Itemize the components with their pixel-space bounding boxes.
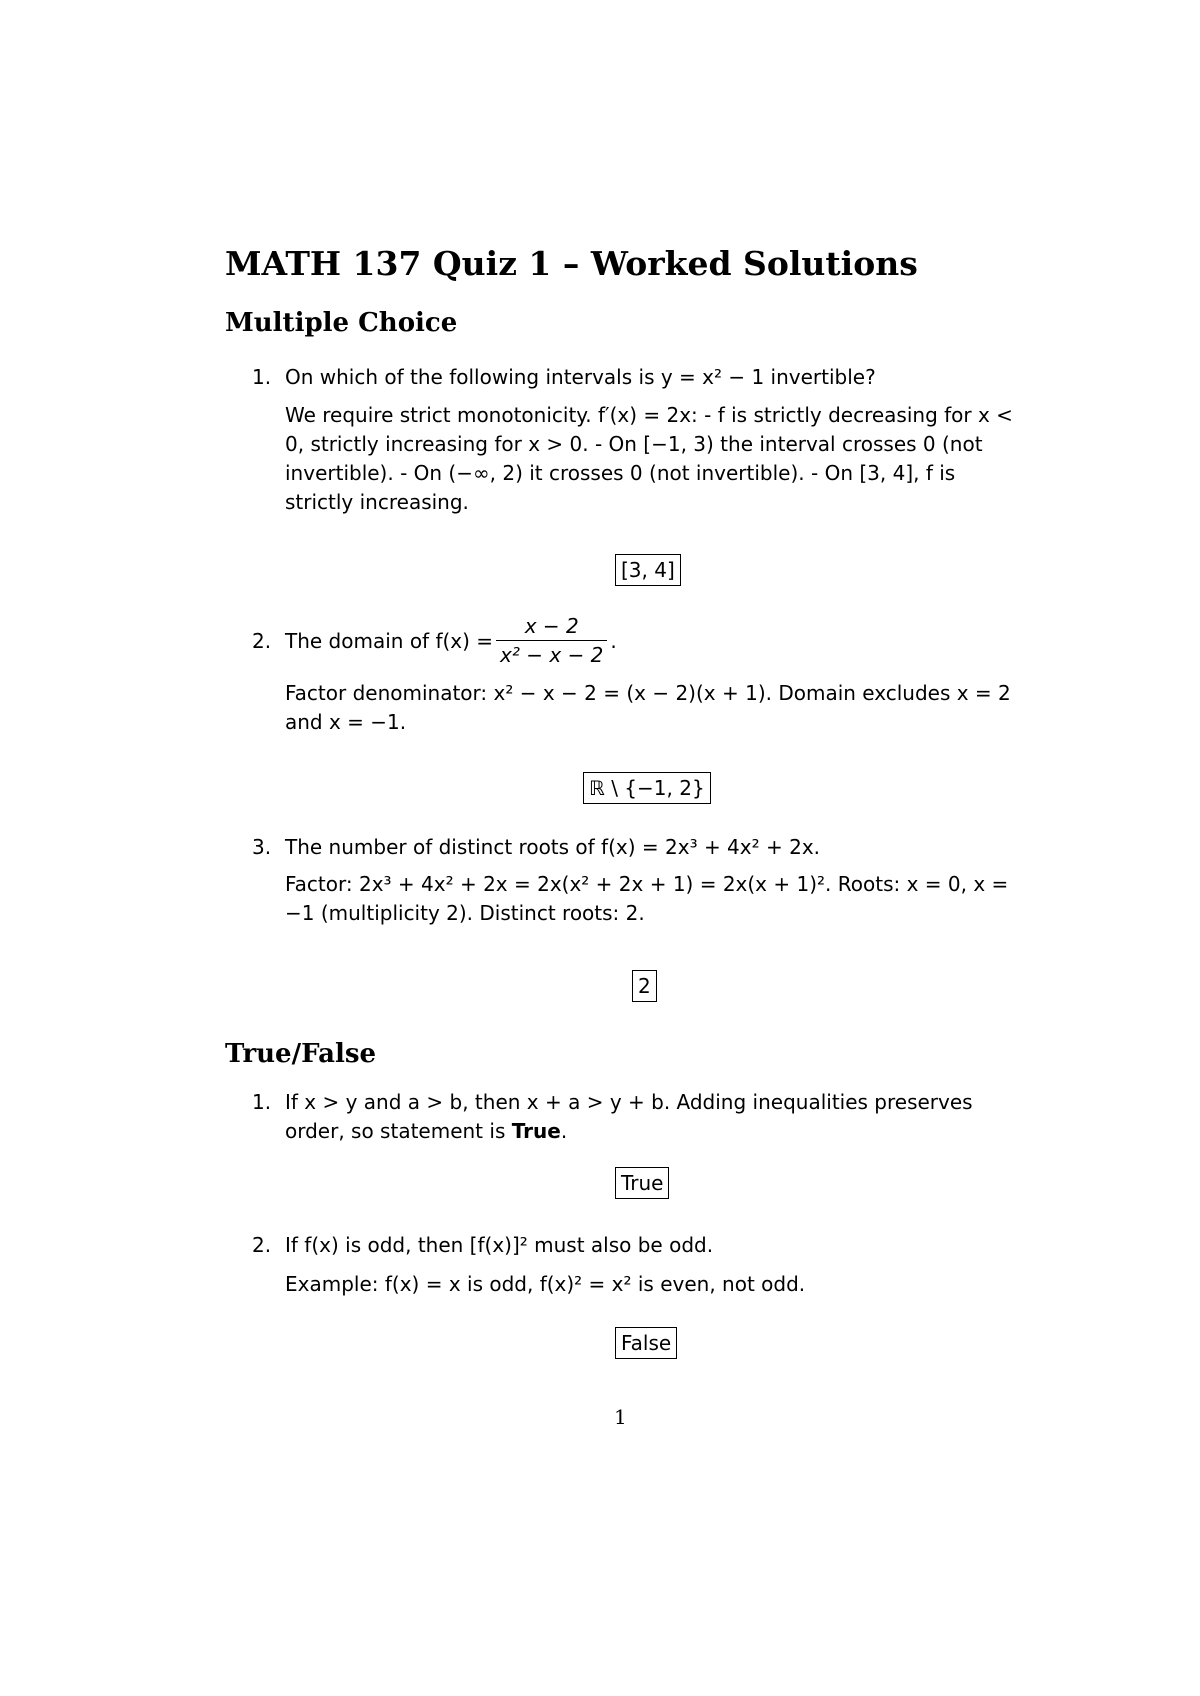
question-explanation: Factor denominator: x² − x − 2 = (x − 2)(x + 1). Domain excludes x = 2 and x = −1. bbox=[285, 681, 1011, 734]
question-prompt: The number of distinct roots of f(x) = 2x³ + 4x² + 2x. bbox=[285, 835, 821, 859]
question-explanation: Factor: 2x³ + 4x² + 2x = 2x(x² + 2x + 1) = 2x(x + 1)². Roots: x = 0, x = −1 (multiplicity 2). Distinct roots: 2. bbox=[285, 872, 1009, 925]
statement-bold: True bbox=[511, 1119, 561, 1143]
question-number: 2. bbox=[252, 1233, 272, 1257]
prompt-prefix: The domain of f(x) = bbox=[285, 628, 494, 653]
answer-box: ℝ \ {−1, 2} bbox=[583, 772, 711, 804]
question-number: 1. bbox=[252, 1090, 272, 1114]
prompt-suffix: . bbox=[610, 628, 617, 653]
question-number: 2. bbox=[252, 629, 272, 653]
fraction bbox=[496, 612, 607, 669]
statement-suffix: . bbox=[560, 1119, 568, 1143]
section-heading-true-false: True/False bbox=[225, 1039, 377, 1069]
question-explanation: We require strict monotonicity. f′(x) = 2x: - f is strictly decreasing for x < 0, strictly increasing for x > 0. - On [−1, 3) the interval crosses 0 (not invertible). - On (−∞, 2) it crosses 0 (not invertible). - On [3, 4], f is strictly increasing. bbox=[285, 403, 1013, 514]
fraction-denominator: x² − x − 2 bbox=[496, 640, 607, 669]
section-heading-multiple-choice: Multiple Choice bbox=[225, 308, 458, 338]
answer-box: [3, 4] bbox=[615, 554, 681, 586]
question-prompt: If f(x) is odd, then [f(x)]² must also be odd. bbox=[285, 1233, 714, 1257]
question-prompt: On which of the following intervals is y = x² − 1 invertible? bbox=[285, 365, 876, 389]
answer-box: True bbox=[615, 1167, 669, 1199]
page-number: 1 bbox=[614, 1405, 627, 1429]
question-explanation: Example: f(x) = x is odd, f(x)² = x² is even, not odd. bbox=[285, 1272, 806, 1296]
answer-box: False bbox=[615, 1327, 677, 1359]
question-statement bbox=[285, 1088, 1015, 1146]
question-number: 3. bbox=[252, 835, 272, 859]
question-number: 1. bbox=[252, 365, 272, 389]
answer-box: 2 bbox=[632, 970, 657, 1002]
fraction-numerator: x − 2 bbox=[524, 614, 579, 638]
statement-text: If x > y and a > b, then x + a > y + b. Adding inequalities preserves order, so statement is bbox=[285, 1090, 973, 1143]
page-title: MATH 137 Quiz 1 – Worked Solutions bbox=[225, 244, 918, 283]
question-prompt bbox=[285, 612, 617, 669]
